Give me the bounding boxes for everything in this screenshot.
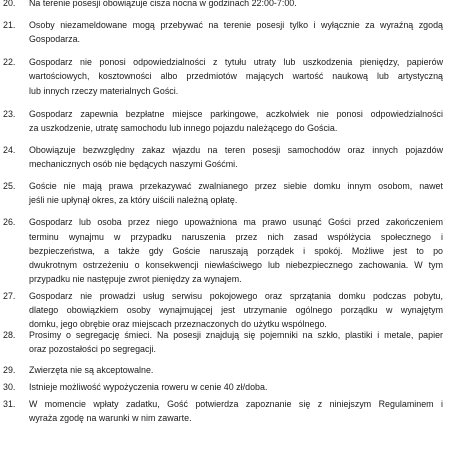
rule-text-line: dwukrotnym ostrzeżeniu o konsekwencji niewłaściwego lub niebezpiecznego zachowania. W tym xyxy=(29,259,443,270)
rule-text xyxy=(29,363,443,377)
rule-text-line: domku, jego obrębie oraz miejscach przeznaczonych do użytku wspólnego. xyxy=(29,319,327,330)
rule-text xyxy=(29,328,443,356)
rule-text-line: oraz pozostałości po segregacji. xyxy=(29,343,156,354)
rule-text-line: Prosimy o segregację śmieci. Na posesji znajdują się pojemniki na szkło, plastiki i metale, papier xyxy=(29,329,443,340)
rule-number: 20. xyxy=(3,0,16,9)
rule-text xyxy=(29,18,443,46)
rule-text-line: za uszkodzenie, utratę samochodu lub innego pojazdu należącego do Gościa. xyxy=(29,122,338,133)
rule-text-line: terminu wynajmu w przypadku naruszenia przez nich zasad współżycia społecznego i xyxy=(29,231,443,242)
rule-text xyxy=(29,143,443,171)
rule-text-line: mechanicznych osób nie będących naszymi Gośćmi. xyxy=(29,159,238,170)
rule-text-line: Osoby niezameldowane mogą przebywać na terenie posesji tylko i wyłącznie za wyraźną zgodą xyxy=(29,20,443,31)
rule-text-line: dlatego obowiązkiem osoby wynajmującej jest utrzymanie ogólnego porządku w wynajętym xyxy=(29,304,443,315)
rule-number: 23. xyxy=(3,108,16,119)
rule-number: 22. xyxy=(3,57,16,68)
rule-text-line: W momencie wpłaty zadatku, Gość potwierdza zapoznanie się z niniejszym Regulaminem i xyxy=(29,399,443,410)
rule-text xyxy=(29,55,443,98)
rule-text-line: Gospodarz lub osoba przez niego upoważniona ma prawo usunąć Gości przed zakończeniem xyxy=(29,217,443,228)
rule-text-line: przypadku nie następuje zwrot pieniędzy za wynajem. xyxy=(29,274,242,285)
rule-text xyxy=(29,289,443,332)
rule-text-line: lub innych rzeczy materialnych Gości. xyxy=(29,85,179,96)
rule-text-line: Gospodarz nie ponosi odpowiedzialności z tytułu utraty lub uszkodzenia pieniędzy, papierów xyxy=(29,57,443,68)
rule-text-line: Zwierzęta nie są akceptowalne. xyxy=(29,364,154,375)
rule-text xyxy=(29,0,443,11)
rule-text-line: bezpieczeństwa, a także gdy Goście naruszają porządek i spokój. Możliwe jest to po xyxy=(29,245,443,256)
rule-text-line: wyraża zgodę na warunki w nim zawarte. xyxy=(29,413,192,424)
rule-text-line: Gospodarz zapewnia bezpłatne miejsce parkingowe, aczkolwiek nie ponosi odpowiedzialności xyxy=(29,108,443,119)
rule-number: 25. xyxy=(3,181,16,192)
rule-number: 26. xyxy=(3,217,16,228)
rule-text-line: Na terenie posesji obowiązuje cisza nocna w godzinach 22:00-7:00. xyxy=(29,0,297,9)
rule-text-line: Istnieje możliwość wypożyczenia roweru w cenie 40 zł/doba. xyxy=(29,382,268,393)
rule-number: 28. xyxy=(3,329,16,340)
rule-text-line: Obowiązuje bezwzględny zakaz wjazdu na teren posesji samochodów oraz innych pojazdów xyxy=(29,144,443,155)
rule-number: 29. xyxy=(3,364,16,375)
rule-number: 21. xyxy=(3,20,16,31)
rule-text-line: jeśli nie upłynął okres, za który uiścili należną opłatę. xyxy=(29,195,238,206)
rule-text xyxy=(29,380,443,394)
rule-text-line: Gospodarza. xyxy=(29,34,81,45)
rule-text xyxy=(29,179,443,207)
rule-text-line: wartościowych, kosztowności albo przedmiotów mających wartość naukową lub artystyczną xyxy=(29,71,443,82)
rule-text xyxy=(29,215,443,286)
rule-number: 24. xyxy=(3,144,16,155)
rule-text-line: Goście nie mają prawa przekazywać zwalnianego przez siebie domku innym osobom, nawet xyxy=(29,181,443,192)
rule-text xyxy=(29,397,443,425)
rule-text-line: Gospodarz nie prowadzi usług serwisu pokojowego oraz sprzątania domku podczas pobytu, xyxy=(29,290,443,301)
rule-number: 31. xyxy=(3,399,16,410)
rule-number: 27. xyxy=(3,290,16,301)
rule-number: 30. xyxy=(3,382,16,393)
rule-text xyxy=(29,107,443,135)
